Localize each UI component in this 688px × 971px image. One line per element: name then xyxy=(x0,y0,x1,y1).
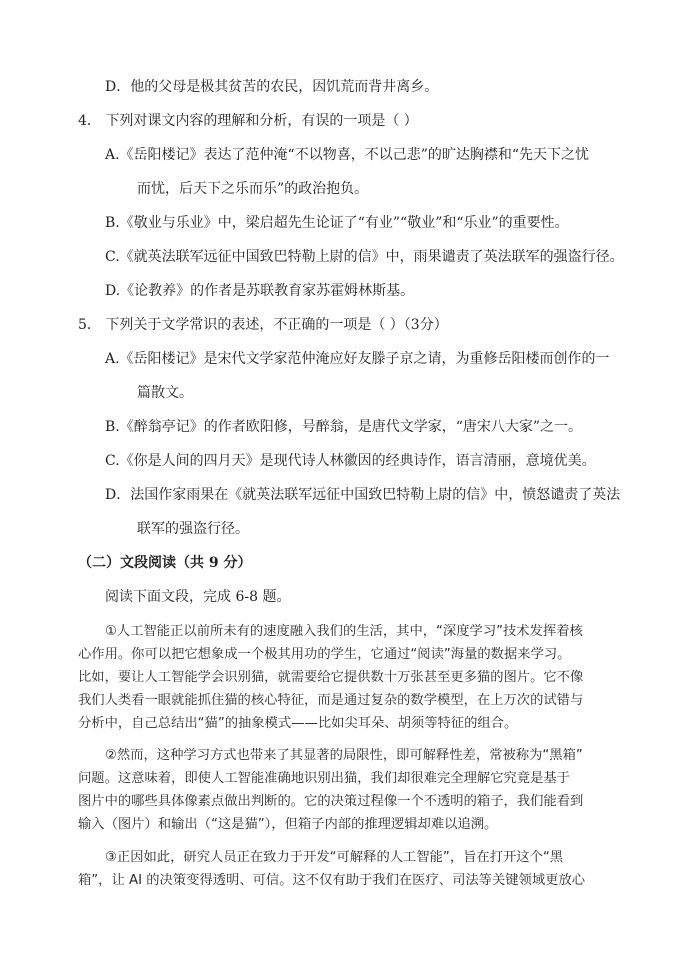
section-2-instruction: 阅读下面文段，完成 6-8 题。 xyxy=(105,589,291,605)
q4-option-d: D.《论教养》的作者是苏联教育家苏霍姆林斯基。 xyxy=(105,283,415,299)
passage-line: ③正因如此，研究人员正在致力于开发“可解释的人工智能”，旨在打开这个“黑 xyxy=(105,850,564,865)
q5-option-d-line1: D．法国作家雨果在《就英法联军远征中国致巴特勒上尉的信》中，愤怒谴责了英法 xyxy=(105,487,621,503)
passage-line: ②然而，这种学习方式也带来了其显著的局限性，即可解释性差，常被称为“黑箱” xyxy=(105,748,583,763)
passage-line: 心作用。你可以把它想象成一个极其用功的学生，它通过“阅读”海量的数据来学习。 xyxy=(78,647,571,662)
q3-option-d: D．他的父母是极其贫苦的农民，因饥荒而背井离乡。 xyxy=(105,79,439,95)
passage-line: 比如，要让人工智能学会识别猫，就需要给它提供数十万张甚至更多猫的图片。它不像 xyxy=(78,670,584,685)
passage-line: 图片中的哪些具体像素点做出判断的。它的决策过程像一个不透明的箱子，我们能看到 xyxy=(78,794,584,809)
q5-stem: 5． 下列关于文学常识的表述，不正确的一项是（ ）（3分） xyxy=(78,317,448,333)
passage-line: 问题。这意味着，即使人工智能准确地识别出猫，我们却很难完全理解它究竟是基于 xyxy=(78,771,570,786)
section-2-title: （二）文段阅读（共 9 分） xyxy=(78,555,252,571)
passage-line: ①人工智能正以前所未有的速度融入我们的生活，其中，“深度学习”技术发挥着核 xyxy=(105,624,583,639)
q5-option-d-line2: 联军的强盗行径。 xyxy=(137,521,249,537)
q4-option-a-line2: 而忧，后天下之乐而乐”的政治抱负。 xyxy=(137,181,369,197)
passage-line: 我们人类看一眼就能抓住猫的核心特征，而是通过复杂的数学模型，在上万次的试错与 xyxy=(78,693,584,708)
q4-option-a-line1: A.《岳阳楼记》表达了范仲淹“不以物喜，不以己悲”的旷达胸襟和“先天下之忧 xyxy=(105,147,590,163)
q5-option-b: B.《醉翁亭记》的作者欧阳修，号醉翁，是唐代文学家，“唐宋八大家”之一。 xyxy=(105,419,583,435)
q4-option-b: B.《敬业与乐业》中，梁启超先生论证了“有业”“敬业”和“乐业”的重要性。 xyxy=(105,215,569,231)
passage-line: 分析中，自己总结出“猫”的抽象模式——比如尖耳朵、胡须等特征的组合。 xyxy=(78,716,518,731)
q5-option-c: C.《你是人间的四月天》是现代诗人林徽因的经典诗作，语言清丽，意境优美。 xyxy=(105,453,596,469)
q5-option-a-line2: 篇散文。 xyxy=(137,385,193,401)
passage-line: 输入（图片）和输出（“这是猫”），但箱子内部的推理逻辑却难以追溯。 xyxy=(78,817,498,832)
q4-option-c: C.《就英法联军远征中国致巴特勒上尉的信》中，雨果谴责了英法联军的强盗行径。 xyxy=(105,249,624,265)
q5-option-a-line1: A.《岳阳楼记》是宋代文学家范仲淹应好友滕子京之请，为重修岳阳楼而创作的一 xyxy=(105,351,610,367)
passage-line: 箱”，让 AI 的决策变得透明、可信。这不仅有助于我们在医疗、司法等关键领域更放心 xyxy=(78,873,586,888)
q4-stem: 4． 下列对课文内容的理解和分析，有误的一项是（ ） xyxy=(78,113,418,129)
